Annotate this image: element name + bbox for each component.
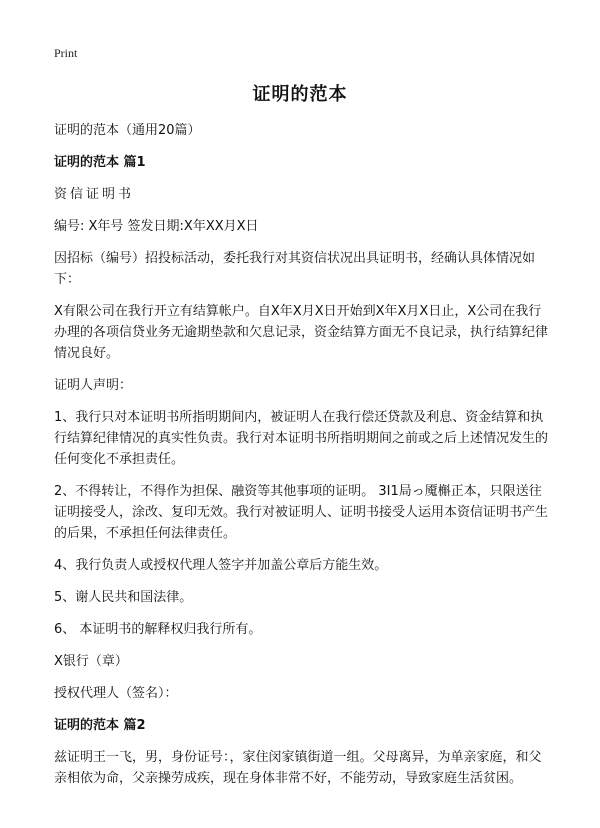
paragraph: 授权代理人（签名）： <box>54 686 178 701</box>
print-label: Print <box>54 46 78 60</box>
paragraph: 4、我行负责人或授权代理人签字并加盖公章后方能生效。 <box>54 558 388 573</box>
paragraph: X银行（章） <box>54 654 128 669</box>
paragraph: X有限公司在我行开立有结算帐户。自X年X月X日开始到X年X月X日止，X公司在我行办理的各项信贷业务无逾期垫款和欠息记录，资金结算方面无不良记录，执行结算纪律情况良好。 <box>54 304 549 361</box>
paragraph: 1、我行只对本证明书所指明期间内，被证明人在我行偿还贷款及利息、资金结算和执行结算纪律情况的真实性负责。我行对本证明书所指明期间之前或之后上述情况发生的任何变化不承担责任。 <box>54 410 549 467</box>
paragraph: 证明人声明： <box>54 378 133 393</box>
paragraph: 资信证明书 <box>54 187 135 202</box>
document-body <box>54 120 550 800</box>
paragraph: 兹证明王一飞，男，身份证号：，家住闵家镇街道一组。父母离异，为单亲家庭，和父亲相依为命，父亲操劳成疾，现在身体非常不好，不能劳动，导致家庭生活贫困。 <box>54 750 542 786</box>
section-heading: 证明的范本 篇2 <box>54 718 146 733</box>
paragraph: 因招标（编号）招投标活动，委托我行对其资信状况出具证明书，经确认具体情况如下： <box>54 251 536 287</box>
paragraph: 6、 本证明书的解释权归我行所有。 <box>54 622 262 637</box>
paragraph: 2、不得转让，不得作为担保、融资等其他事项的证明。 3I1局っ魇槲正本，只限送往证明接受人，涂改、复印无效。我行对被证明人、证明书接受人运用本资信证明书产生的后果，不承担任何法律责任。 <box>54 484 549 541</box>
page-title: 证明的范本 <box>252 84 348 105</box>
paragraph: 5、谢人民共和国法律。 <box>54 590 193 605</box>
paragraph: 编号: X年号 签发日期:X年XX月X日 <box>54 219 259 234</box>
paragraph: 证明的范本（通用20篇） <box>54 123 201 138</box>
section-heading: 证明的范本 篇1 <box>54 155 146 170</box>
